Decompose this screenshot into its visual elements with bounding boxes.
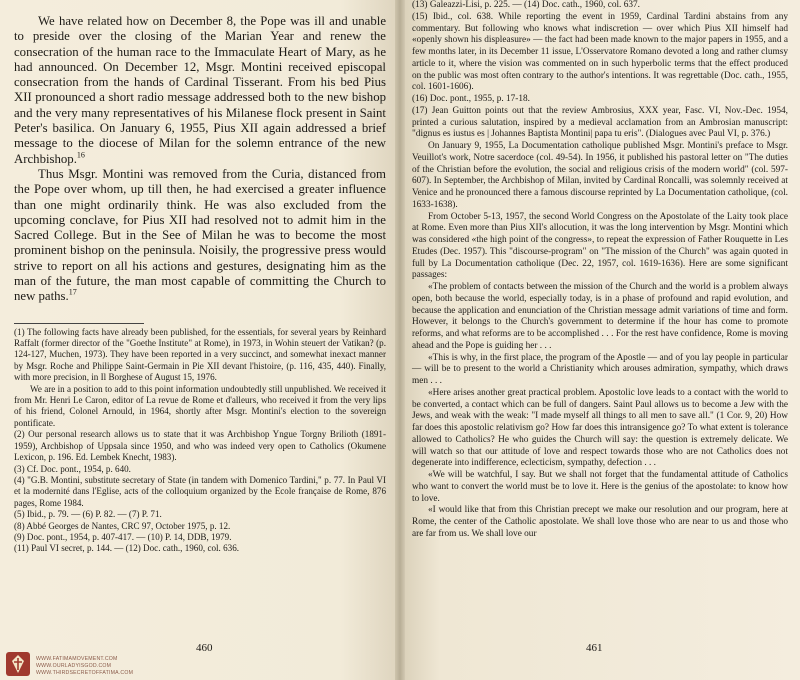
footnote: (15) Ibid., col. 638. While reporting the event in 1959, Cardinal Tardini abstains from any commentary. But following who knows what indiscretion — over which Pius XII himself had «openly shown his displeasure» — the fact had been made known to the major papers in 1955, and a few months later, in its December 11 issue, L'Osservatore Romano devoted a long and rather clumsy article to it, where the vision was commented on in such hyperbolic terms that the effect produced on the public was most often contrary to the author's intentions. It was regrettable (Doc. cath., 1955, col. 1601-1606). [412,11,788,93]
watermark-line: WWW.THIRDSECRETOFFATIMA.COM [36,670,134,676]
right-footnotes [412,0,788,541]
main-paragraph [14,14,386,167]
footnote: (17) Jean Guitton points out that the review Ambrosius, XXX year, Fasc. VI, Nov.-Dec. 1954, printed a curious salutation, inspired by a medieval acclamation from an Ambrosian manuscript: "dignus es iustus es | Johannes Baptista Montini| papa tu eris". (Dialogues avec Paul VI, p. 376.) [412,105,788,140]
footnote: (4) "G.B. Montini, substitute secretary of State (in tandem with Domenico Tardini," p. 77. In Paul VI et la modernité dans l'Eglise, acts of the colloquium organized by the Ecole française de Rome, 876 pages, Rome 1984. [14,474,386,508]
quoted-passage: «The problem of contacts between the mission of the Church and the world is a problem always open, both because the world, especially today, is in a phase of profound and rapid evolution, and because the application and enunciation of the Christian message admit variations of time and form. However, it belongs to the Church's government to determine if the hour has come to promote reforms, and what reforms are to be accomplished . . . For the rest have confidence, Rome is moving ahead and the Pope is guiding her . . . [412,282,788,351]
footnote: (11) Paul VI secret, p. 144. — (12) Doc. cath., 1960, col. 636. [14,543,240,554]
left-main-text [14,14,386,305]
footnote: (16) Doc. pont., 1955, p. 17-18. [412,94,531,104]
footnote: On January 9, 1955, La Documentation catholique published Msgr. Montini's preface to Msgr. Veuillot's work, Notre sacerdoce (col. 49-54). In 1956, it published his pastoral letter on "The duties of the Christian before the evolution, the social and religious crisis of the modern world" (col. 597-607). In September, the Archbishop of Milan, invited by Cardinal Roncalli, was solemnly received at Venice and he pronounced there a famous discourse reprinted by La Documentation catholique, (col. 1633-1638). [412,141,788,210]
main-paragraph [14,167,386,305]
quoted-passage: «This is why, in the first place, the program of the Apostle — and of you lay people in particular — will be to present to the world a Christianity which arouses admiration, sympathy, which draws men . . . [412,352,788,386]
page-number-left: 460 [196,642,213,654]
footnote: We are in a position to add to this point information undoubtedly still unpublished. We received it from Mr. Henri Le Caron, editor of La revue de Rome et d'alleurs, who received it from the very lips of his friend, Colonel Arnould, in 1964, shortly after Msgr. Montini's election to the sovereign pontificate. [14,383,386,428]
watermark [36,656,133,677]
footnote: (5) Ibid., p. 79. — (6) P. 82. — (7) P. 71. [14,509,162,520]
footnote: (3) Cf. Doc. pont., 1954, p. 640. [14,463,131,474]
footnote-divider [14,323,144,324]
paragraph-text: We have related how on December 8, the Pope was ill and unable to preside over the closing of the Marian Year and renew the consecration of the human race to the Immaculate Heart of Mary, as he had announced. On December 12, Msgr. Montini received episcopal consecration from the hands of Cardinal Tisserant. From his bed Pius XII pronounced a short radio message addressed both to the new bishop and the very many representatives of his Milanese flock present in Saint Peter's basilica. On January 6, 1955, Pius XII again addressed a brief message to the diocese of Milan for the solemn entrance of the new Archbishop. [14,14,386,166]
footnote-ref: 17 [68,288,77,298]
footnote: (13) Galeazzi-Lisi, p. 225. — (14) Doc. cath., 1960, col. 637. [412,0,640,10]
footnote: (1) The following facts have already been published, for the essentials, for several years by Reinhard Raffalt (former director of the "Goethe Institute" at Rome), in 1973, in Wohin steuert der Vatikan? (p. 124-127, Muchen, 1973). They have been reported in a very succinct, and somewhat inexact manner by Msgr. Roche and Philippe Saint-Germain in Pie XII devant l'histoire, (p. 116, 435, 440). Finally, with more precision, in Il Borghese of August 15, 1976. [14,326,386,383]
footnote: (8) Abbé Georges de Nantes, CRC 97, October 1975, p. 12. [14,520,231,531]
footnote: From October 5-13, 1957, the second World Congress on the Apostolate of the Laity took place at Rome. Even more than Pius XII's allocution, it was the long intervention by Msgr. Montini which was considered «the high point of the congress», to repeat the expression of Father Rouquette in Les Etudes (Dec. 1957). This "discourse-program" on "The mission of the Church" was again quoted in full by La Documentation catholique (Dec. 22, 1957, col. 1619-1636). Here are some significant passages: [412,211,788,281]
footnote-ref: 16 [76,150,85,160]
watermark-line: WWW.OURLADYISGOD.COM [36,663,112,669]
quoted-passage: «Here arises another great practical problem. Apostolic love leads to a contact with the world to be converted, a contact which can be full of dangers. Saint Paul allows us to become a Jew with the Jews, and weak with the weak: "I made myself all things to all men to save all." (1 Cor. 9, 20) How far does this apostolic relativism go? How far does this intransigence go? To what extent is tolerance allowed to Catholics? He who guides the Church will say: the question is extremely delicate. We will watch so that our attitude of love and respect towards those who are not Catholics does not degenerate into indifference, eclecticism, sympathy, defection . . . [412,387,788,469]
footnote: (2) Our personal research allows us to state that it was Archbishop Yngue Torgny Brilioth (1891-1959), Archbishop of Uppsala since 1950, and who was indeed very open to Catholics (Okumene Lexicon, p. 196. Ed. Lembek Knecht, 1983). [14,429,386,463]
right-page [400,0,800,680]
fatima-crest-icon [4,650,32,678]
footnote: (9) Doc. pont., 1954, p. 407-417. — (10) P. 14, DDB, 1979. [14,531,232,542]
page-number-right: 461 [586,642,603,654]
quoted-passage: «We will be watchful, I say. But we shall not forget that the fundamental attitude of Catholics who want to convert the world must be to love it. Here is the genius of the apostolate: to know how to love. [412,470,788,504]
book-gutter [395,0,405,680]
quoted-passage: «I would like that from this Christian precept we make our resolution and our program, here at Rome, the center of the Catholic apostolate. We shall love those who are near to us and those who are far from us. We shall love our [412,505,788,539]
watermark-line: WWW.FATIMAMOVEMENT.COM [36,656,118,662]
left-footnotes [14,327,386,555]
paragraph-text: Thus Msgr. Montini was removed from the Curia, distanced from the Pope over whom, up till then, he had exercised a greater influence than one might ordinarily think. He was also excluded from the upcoming conclave, for Pius XII had resolved not to admit him in the Sacred College. But in the See of Milan he was to become the most prominent bishop on the peninsula. Noisily, the progressive press would strive to report on all his actions and gestures, designating him as the man of the future, the man most capable of committing the Church to new paths. [14,166,386,304]
